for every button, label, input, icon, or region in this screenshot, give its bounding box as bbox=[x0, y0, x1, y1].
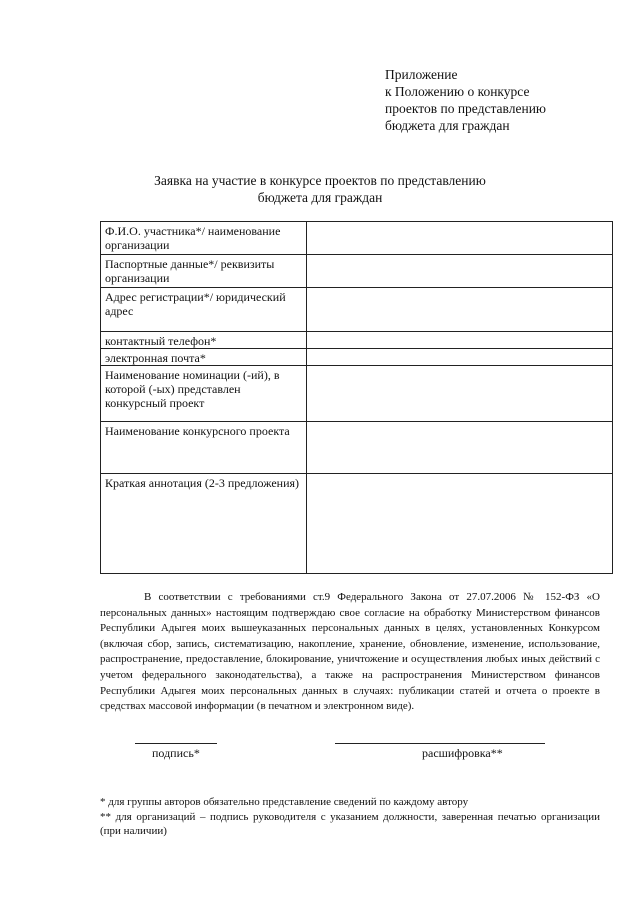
appendix-line: проектов по представлению bbox=[385, 101, 546, 116]
document-title-line-2: бюджета для граждан bbox=[257, 190, 383, 205]
table-row bbox=[101, 255, 613, 288]
row-label-nomination: Наименование номинации (-ий), в которой (-ых) представлен конкурсный проект bbox=[101, 366, 307, 422]
row-value-annotation[interactable] bbox=[307, 474, 613, 574]
appendix-line: бюджета для граждан bbox=[385, 118, 510, 133]
row-value-full-name[interactable] bbox=[307, 222, 613, 255]
appendix-header bbox=[385, 66, 546, 134]
footnote: ** для организаций – подпись руководителя с указанием должности, заверенная печатью организации (при наличии) bbox=[100, 810, 600, 837]
application-form-table bbox=[100, 221, 613, 574]
row-value-project-name[interactable] bbox=[307, 422, 613, 474]
table-row bbox=[101, 222, 613, 255]
row-label-annotation: Краткая аннотация (2-3 предложения) bbox=[101, 474, 307, 574]
table-row bbox=[101, 332, 613, 349]
footnote: * для группы авторов обязательно представление сведений по каждому автору bbox=[100, 796, 469, 808]
consent-section bbox=[100, 590, 600, 715]
row-label-phone: контактный телефон* bbox=[101, 332, 307, 349]
appendix-line: Приложение bbox=[385, 67, 458, 82]
table-row bbox=[101, 288, 613, 332]
appendix-line: к Положению о конкурсе bbox=[385, 84, 530, 99]
row-label-address: Адрес регистрации*/ юридический адрес bbox=[101, 288, 307, 332]
row-value-phone[interactable] bbox=[307, 332, 613, 349]
footnotes bbox=[100, 795, 600, 839]
consent-text: В соответствии с требованиями ст.9 Федерального Закона от 27.07.2006 № 152-ФЗ «О персональных данных» настоящим подтверждаю свое согласие на обработку Министерством финансов Республики Адыгея моих вышеуказанных персональных данных в целях, установленных Конкурсом (включая сбор, запись, систематизацию, накопление, хранение, обновление, изменение, использование, распространение, предоставление, блокирование, уничтожение и осуществления любых иных действий с учетом федерального законодательства), а также на распространения Министерством финансов Республики Адыгея моих персональных данных в случаях: публикации статей и отчета о проекте в средствах массовой информации (в печатном и электронном виде). bbox=[100, 591, 600, 713]
row-value-passport[interactable] bbox=[307, 255, 613, 288]
signature-line bbox=[135, 743, 217, 744]
signature-label: подпись* bbox=[152, 746, 200, 760]
document-title bbox=[0, 172, 640, 206]
row-value-nomination[interactable] bbox=[307, 366, 613, 422]
table-row bbox=[101, 474, 613, 574]
document-title-line-1: Заявка на участие в конкурсе проектов по представлению bbox=[154, 173, 486, 188]
row-value-address[interactable] bbox=[307, 288, 613, 332]
table-row bbox=[101, 422, 613, 474]
transcript-line bbox=[335, 743, 545, 744]
table-row bbox=[101, 349, 613, 366]
table-row bbox=[101, 366, 613, 422]
row-label-full-name: Ф.И.О. участника*/ наименование организации bbox=[101, 222, 307, 255]
row-value-email[interactable] bbox=[307, 349, 613, 366]
transcript-label: расшифровка** bbox=[422, 746, 503, 760]
row-label-passport: Паспортные данные*/ реквизиты организации bbox=[101, 255, 307, 288]
row-label-project-name: Наименование конкурсного проекта bbox=[101, 422, 307, 474]
row-label-email: электронная почта* bbox=[101, 349, 307, 366]
